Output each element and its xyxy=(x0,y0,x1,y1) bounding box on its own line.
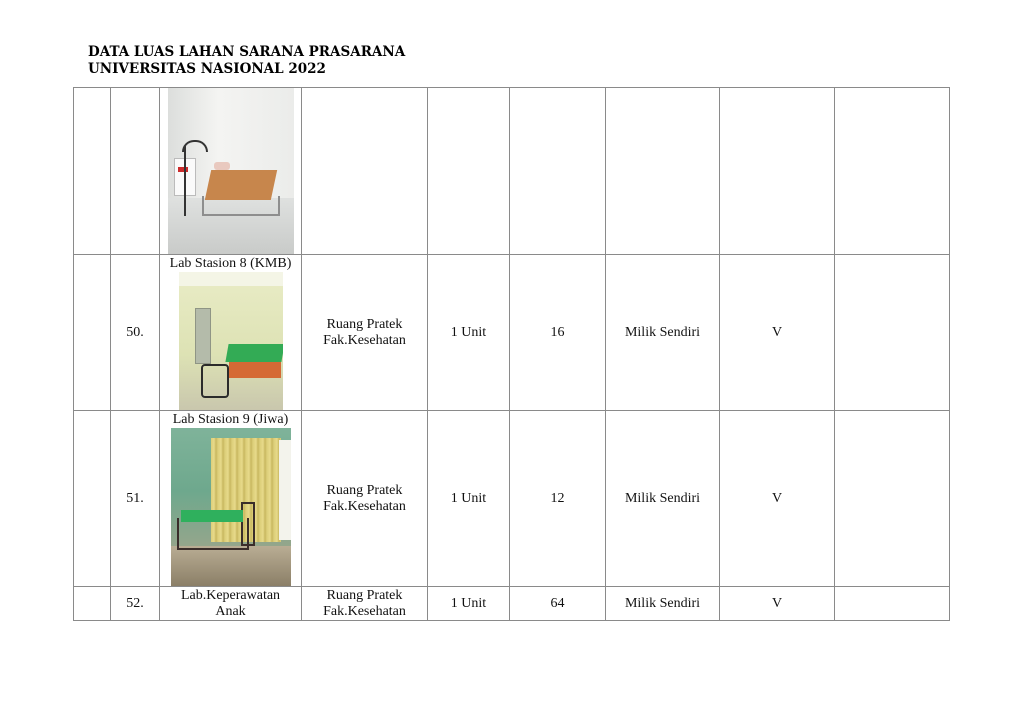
jiwa-room-photo xyxy=(171,428,291,586)
room-name-line-1: Lab.Keperawatan xyxy=(180,587,281,603)
note-cell xyxy=(835,255,950,411)
table-row xyxy=(74,411,950,587)
row-number-cell: 50. xyxy=(111,255,160,411)
title-line-2: UNIVERSITAS NASIONAL 2022 xyxy=(88,61,326,77)
row-number-cell: 51. xyxy=(111,411,160,587)
room-name-line-2: Anak xyxy=(215,603,246,619)
function-line-2: Fak.Kesehatan xyxy=(323,332,406,348)
condition-cell: V xyxy=(720,411,835,587)
function-line-1: Ruang Pratek xyxy=(326,316,403,332)
table-row xyxy=(74,587,950,621)
function-line-1: Ruang Pratek xyxy=(326,587,403,603)
room-name: Lab Stasion 8 (KMB) xyxy=(169,256,292,271)
ownership-cell: Milik Sendiri xyxy=(606,255,720,411)
function-cell xyxy=(302,587,428,621)
room-cell xyxy=(160,255,302,411)
empty-cell xyxy=(74,411,111,587)
function-line-2: Fak.Kesehatan xyxy=(323,498,406,514)
ownership-cell: Milik Sendiri xyxy=(606,411,720,587)
note-cell xyxy=(835,88,950,255)
room-cell xyxy=(160,88,302,255)
room-name: Lab Stasion 9 (Jiwa) xyxy=(172,412,289,427)
room-cell xyxy=(160,587,302,621)
row-number-cell xyxy=(111,88,160,255)
row-number-cell: 52. xyxy=(111,587,160,621)
empty-cell xyxy=(74,587,111,621)
quantity-cell xyxy=(428,88,510,255)
function-line-1: Ruang Pratek xyxy=(326,482,403,498)
empty-cell xyxy=(74,88,111,255)
empty-cell xyxy=(74,255,111,411)
ownership-cell xyxy=(606,88,720,255)
hospital-bed-photo xyxy=(168,88,294,254)
area-cell: 64 xyxy=(510,587,606,621)
condition-cell: V xyxy=(720,587,835,621)
note-cell xyxy=(835,587,950,621)
quantity-cell: 1 Unit xyxy=(428,255,510,411)
table-row xyxy=(74,255,950,411)
table-row xyxy=(74,88,950,255)
area-cell: 12 xyxy=(510,411,606,587)
function-line-2: Fak.Kesehatan xyxy=(323,603,406,619)
area-cell: 16 xyxy=(510,255,606,411)
function-cell xyxy=(302,88,428,255)
quantity-cell: 1 Unit xyxy=(428,411,510,587)
ownership-cell: Milik Sendiri xyxy=(606,587,720,621)
function-cell xyxy=(302,411,428,587)
facility-table xyxy=(73,87,950,621)
condition-cell: V xyxy=(720,255,835,411)
function-cell xyxy=(302,255,428,411)
room-cell xyxy=(160,411,302,587)
kmb-room-photo xyxy=(179,272,283,410)
quantity-cell: 1 Unit xyxy=(428,587,510,621)
document-title xyxy=(88,44,488,78)
area-cell xyxy=(510,88,606,255)
title-line-1: DATA LUAS LAHAN SARANA PRASARANA xyxy=(88,44,406,60)
condition-cell xyxy=(720,88,835,255)
note-cell xyxy=(835,411,950,587)
